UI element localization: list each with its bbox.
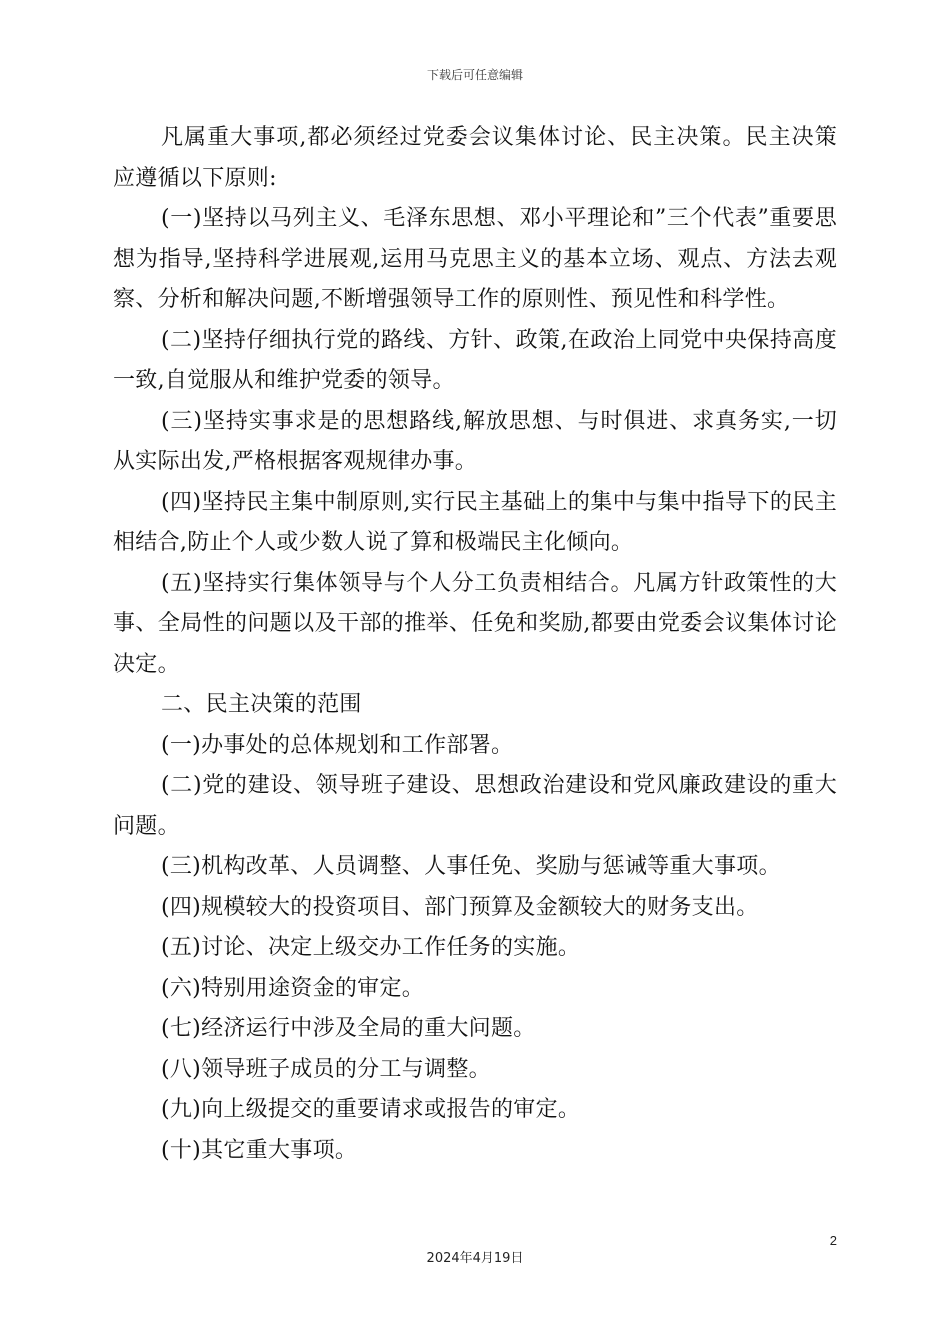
section-heading: 二、民主决策的范围 (161, 692, 362, 717)
document-body (113, 118, 837, 1171)
principle-5: (五)坚持实行集体领导与个人分工负责相结合。凡属方针政策性的大事、全局性的问题以及干部的推举、任免和奖励,都要由党委会议集体讨论决定。 (113, 570, 837, 677)
scope-item-5: (五)讨论、决定上级交办工作任务的实施。 (161, 935, 581, 960)
principle-3: (三)坚持实事求是的思想路线,解放思想、与时俱进、求真务实,一切从实际出发,严格根据客观规律办事。 (113, 408, 837, 474)
scope-item-9: (九)向上级提交的重要请求或报告的审定。 (161, 1097, 581, 1122)
scope-item-7: (七)经济运行中涉及全局的重大问题。 (161, 1016, 536, 1041)
page-number: 2 (829, 1233, 837, 1248)
scope-item-2: (二)党的建设、领导班子建设、思想政治建设和党风廉政建设的重大问题。 (113, 773, 837, 839)
scope-item-1: (一)办事处的总体规划和工作部署。 (161, 732, 514, 758)
page-header: 下载后可任意编辑 (426, 68, 523, 82)
principle-4: (四)坚持民主集中制原则,实行民主基础上的集中与集中指导下的民主相结合,防止个人或少数人说了算和极端民主化倾向。 (113, 489, 837, 555)
scope-item-6: (六)特别用途资金的审定。 (161, 975, 425, 1001)
scope-item-3: (三)机构改革、人员调整、人事任免、奖励与惩诫等重大事项。 (161, 854, 781, 879)
scope-item-8: (八)领导班子成员的分工与调整。 (161, 1056, 491, 1082)
principle-1: (一)坚持以马列主义、毛泽东思想、邓小平理论和”三个代表”重要思想为指导,坚持科学进展观,运用马克思主义的基本立场、观点、方法去观察、分析和解决问题,不断增强领导工作的原则性、预见性和科学性。 (113, 206, 837, 312)
principle-2: (二)坚持仔细执行党的路线、方针、政策,在政治上同党中央保持高度一致,自觉服从和维护党委的领导。 (113, 327, 837, 393)
scope-item-10: (十)其它重大事项。 (161, 1137, 358, 1163)
paragraph-intro: 凡属重大事项,都必须经过党委会议集体讨论、民主决策。民主决策应遵循以下原则: (113, 125, 837, 191)
scope-item-4: (四)规模较大的投资项目、部门预算及金额较大的财务支出。 (161, 894, 759, 920)
page-footer-date: 2024年4月19日 (426, 1251, 524, 1266)
